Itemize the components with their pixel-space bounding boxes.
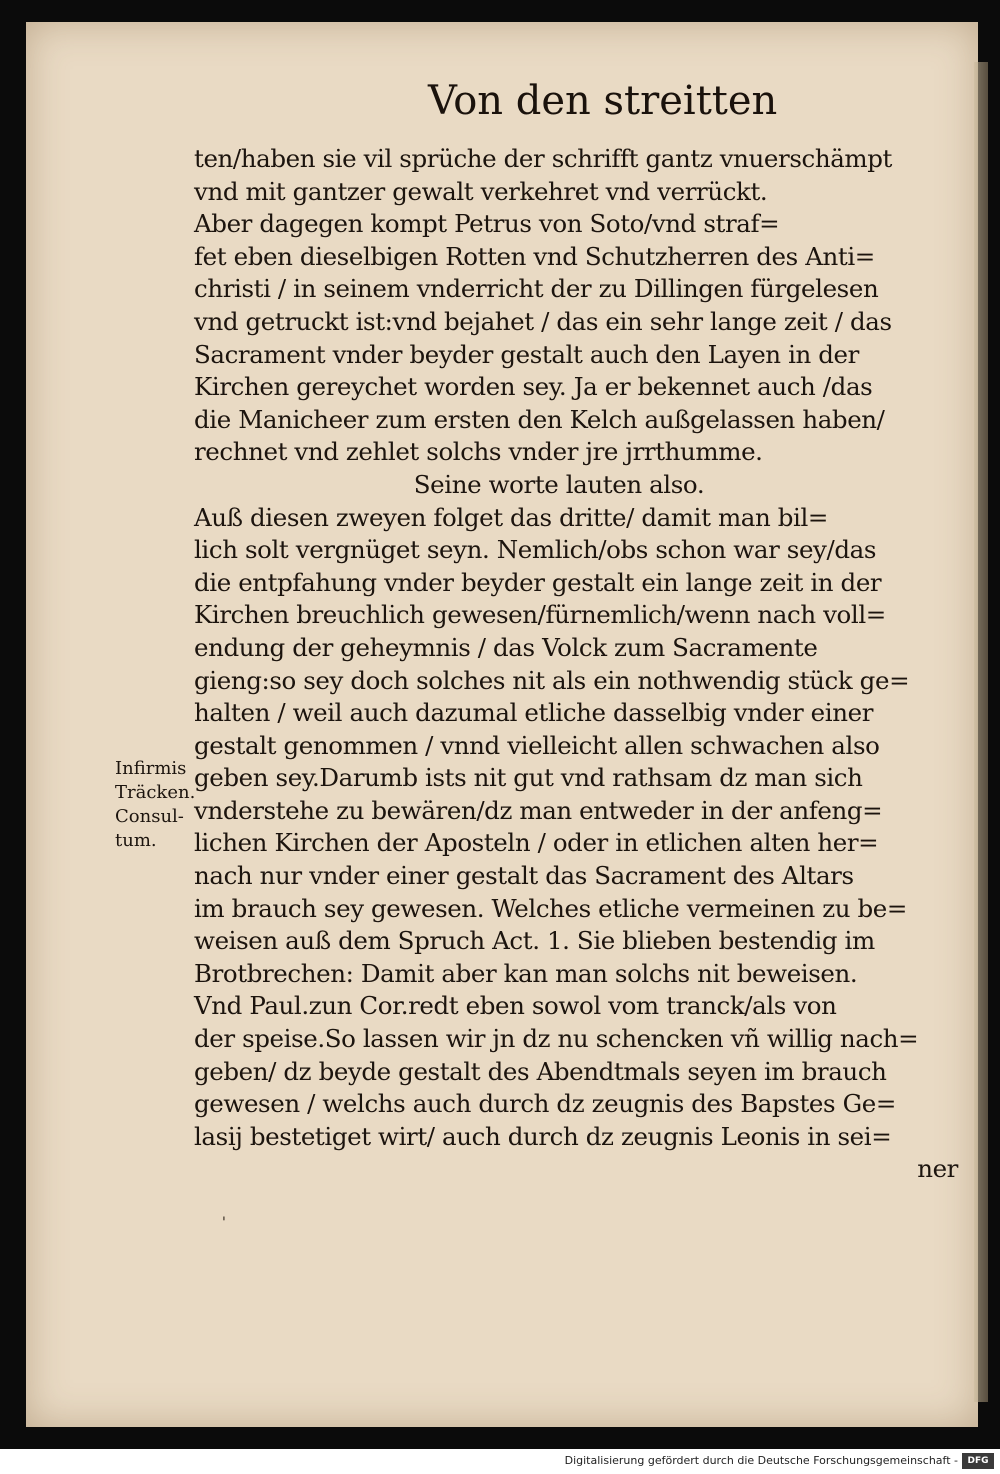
margin-note — [115, 757, 215, 853]
text-line: endung der geheymnis / das Volck zum Sacramente — [194, 632, 818, 662]
footer-bar — [0, 1449, 1000, 1474]
text-line: fet eben dieselbigen Rotten vnd Schutzherren des Anti= — [194, 241, 875, 271]
text-line: rechnet vnd zehlet solchs vnder jre jrrthumme. — [194, 437, 763, 467]
text-line: Aber dagegen kompt Petrus von Soto/vnd straf= — [194, 209, 780, 239]
text-line: Auß diesen zweyen folget das dritte/ damit man bil= — [194, 502, 829, 532]
margin-note-line: tum. — [115, 830, 157, 851]
text-line: gewesen / welchs auch durch dz zeugnis des Bapstes Ge= — [194, 1089, 896, 1119]
text-line: gieng:so sey doch solches nit als ein nothwendig stück ge= — [194, 665, 910, 695]
dfg-logo: DFG — [962, 1453, 994, 1469]
text-line: Kirchen gereychet worden sey. Ja er bekennet auch /das — [194, 372, 873, 402]
running-head: Von den streitten — [428, 78, 778, 124]
text-line: vnd getruckt ist:vnd bejahet / das ein sehr lange zeit / das — [194, 306, 892, 336]
text-line: geben sey.Darumb ists nit gut vnd rathsam dz man sich — [194, 763, 863, 793]
stray-mark: ' — [222, 1215, 226, 1231]
text-line: Vnd Paul.zun Cor.redt eben sowol vom tranck/als von — [194, 991, 837, 1021]
text-line: im brauch sey gewesen. Welches etliche vermeinen zu be= — [194, 893, 908, 923]
text-line: vnd mit gantzer gewalt verkehret vnd verrückt. — [194, 176, 768, 206]
text-line: Brotbrechen: Damit aber kan man solchs nit beweisen. — [194, 958, 858, 988]
section-heading: Seine worte lauten also. — [413, 469, 705, 499]
text-line: die entpfahung vnder beyder gestalt ein lange zeit in der — [194, 567, 882, 597]
text-line: Kirchen breuchlich gewesen/fürnemlich/wenn nach voll= — [194, 600, 886, 630]
text-line: der speise.So lassen wir jn dz nu schencken vñ willig nach= — [194, 1024, 919, 1054]
text-line: vnderstehe zu bewären/dz man entweder in der anfeng= — [194, 795, 883, 825]
text-line: lichen Kirchen der Aposteln / oder in etlichen alten her= — [194, 828, 879, 858]
text-line: christi / in seinem vnderricht der zu Dillingen fürgelesen — [194, 274, 879, 304]
text-line: geben/ dz beyde gestalt des Abendtmals seyen im brauch — [194, 1056, 887, 1086]
margin-note-line: Consul- — [115, 806, 184, 827]
text-line: ten/haben sie vil sprüche der schrifft gantz vnuerschämpt — [194, 144, 892, 173]
body-text — [194, 143, 964, 1186]
text-line: lasij bestetiget wirt/ auch durch dz zeugnis Leonis in sei= — [194, 1121, 892, 1151]
page-edge — [974, 62, 988, 1402]
text-line: halten / weil auch dazumal etliche dasselbig vnder einer — [194, 698, 874, 728]
text-line: weisen auß dem Spruch Act. 1. Sie blieben bestendig im — [194, 926, 875, 956]
text-line: lich solt vergnüget seyn. Nemlich/obs schon war sey/das — [194, 535, 877, 565]
text-line: Sacrament vnder beyder gestalt auch den Layen in der — [194, 339, 859, 369]
margin-note-line: Träcken. — [115, 782, 196, 803]
text-line: nach nur vnder einer gestalt das Sacrament des Altars — [194, 861, 854, 891]
margin-note-line: Infirmis — [115, 758, 187, 779]
funding-credit: Digitalisierung gefördert durch die Deutsche Forschungsgemeinschaft - — [564, 1454, 958, 1467]
text-line: die Manicheer zum ersten den Kelch außgelassen haben/ — [194, 404, 885, 434]
catchword: ner — [917, 1154, 958, 1184]
text-line: gestalt genommen / vnnd vielleicht allen schwachen also — [194, 730, 880, 760]
